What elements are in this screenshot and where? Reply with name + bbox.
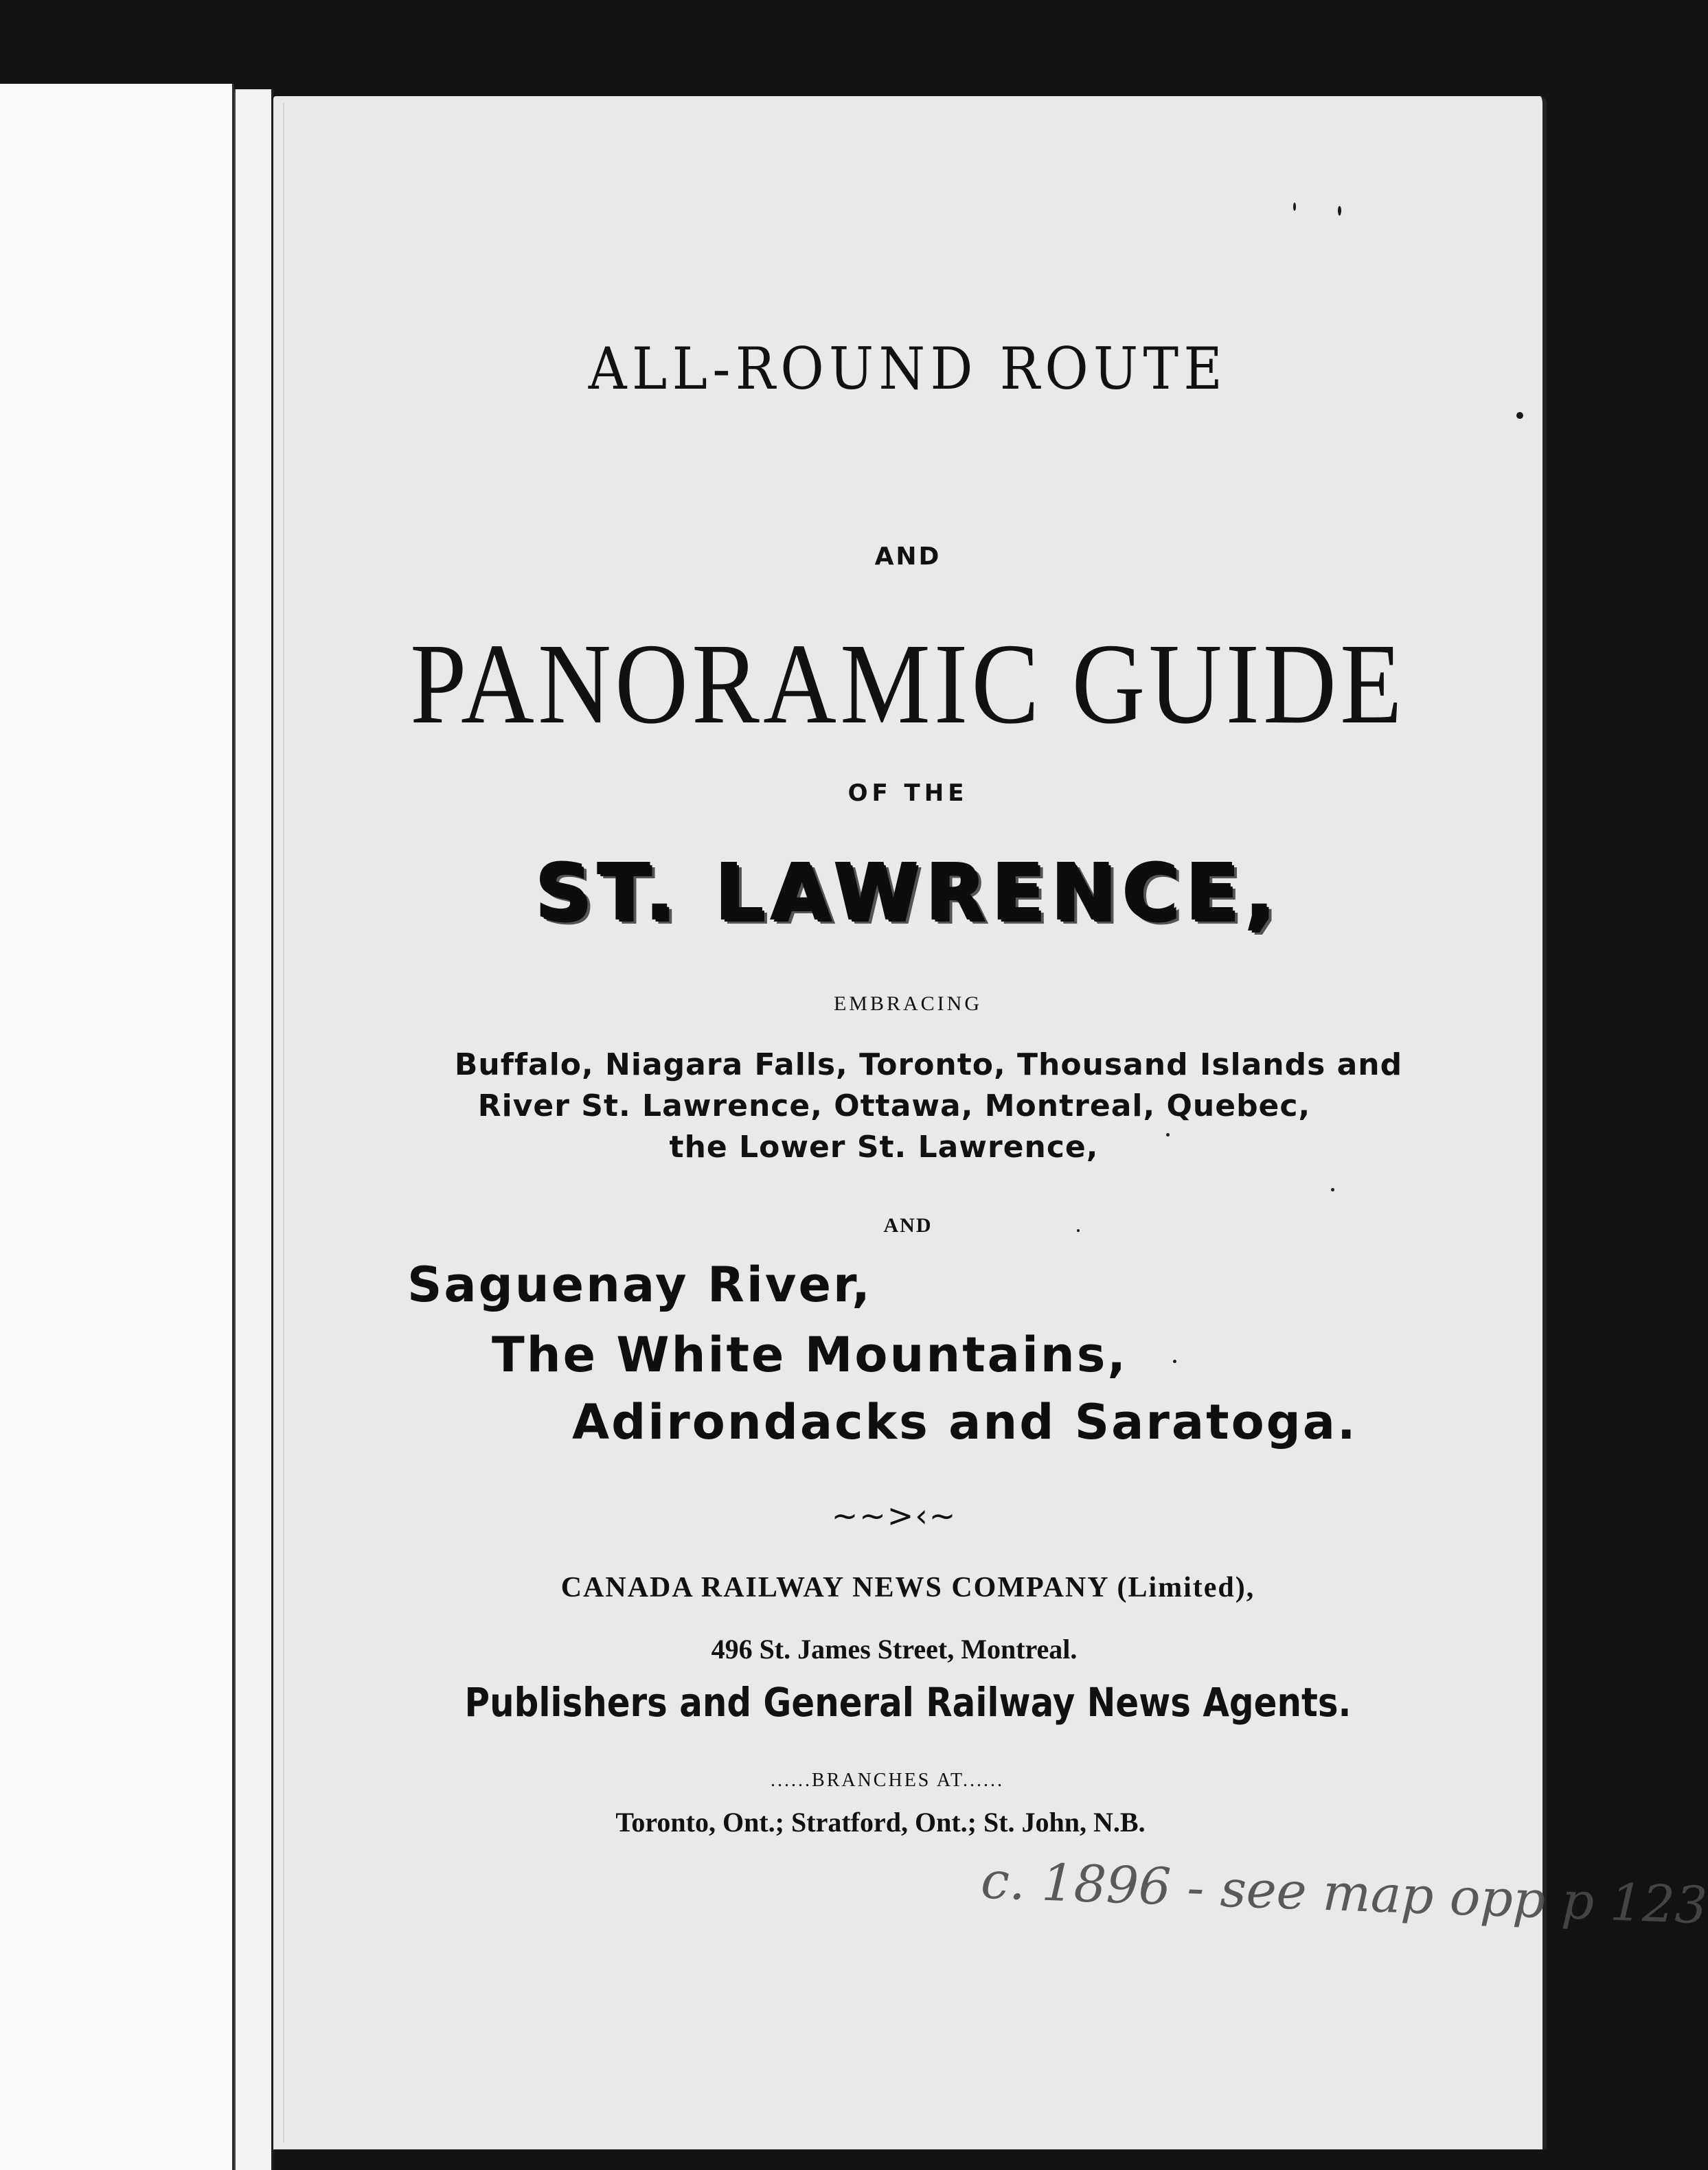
region-line-1: Saguenay River, — [407, 1257, 872, 1313]
places-line-2: River St. Lawrence, Ottawa, Montreal, Quebec, — [477, 1088, 1311, 1123]
speck — [1173, 1360, 1176, 1363]
handwritten-annotation: c. 1896 - see map opp p 123 — [979, 1851, 1708, 1936]
speck — [1293, 203, 1296, 211]
places-line-1: Buffalo, Niagara Falls, Toronto, Thousand Islands and — [454, 1047, 1403, 1082]
branch-list: Toronto, Ont.; Stratford, Ont.; St. John, N.B. — [615, 1807, 1146, 1838]
blank-left-leaf — [0, 84, 234, 2170]
series-title: ALL-ROUND ROUTE — [588, 335, 1228, 402]
publisher-company: CANADA RAILWAY NEWS COMPANY (Limited), — [560, 1572, 1255, 1603]
region-line-2: The White Mountains, — [492, 1327, 1128, 1383]
region-line-3: Adirondacks and Saratoga. — [572, 1394, 1358, 1450]
places-line-3: the Lower St. Lawrence, — [669, 1130, 1099, 1165]
embracing-label: EMBRACING — [833, 992, 982, 1015]
speck — [1338, 206, 1341, 216]
branches-heading: ......BRANCHES AT...... — [771, 1770, 1004, 1791]
speck — [1331, 1188, 1334, 1191]
of-the-label: OF THE — [847, 779, 968, 807]
publishers-line: Publishers and General Railway News Agents. — [464, 1679, 1352, 1726]
connector-and: AND — [874, 542, 942, 571]
publisher-address: 496 St. James Street, Montreal. — [711, 1634, 1078, 1665]
title-page — [273, 96, 1708, 2149]
main-title: PANORAMIC GUIDE — [410, 620, 1406, 748]
ornament-divider: ~~>‹~ — [831, 1497, 957, 1534]
subject-title: ST. LAWRENCE, — [535, 848, 1281, 937]
speck — [1516, 412, 1523, 419]
second-and-label: AND — [883, 1214, 933, 1237]
